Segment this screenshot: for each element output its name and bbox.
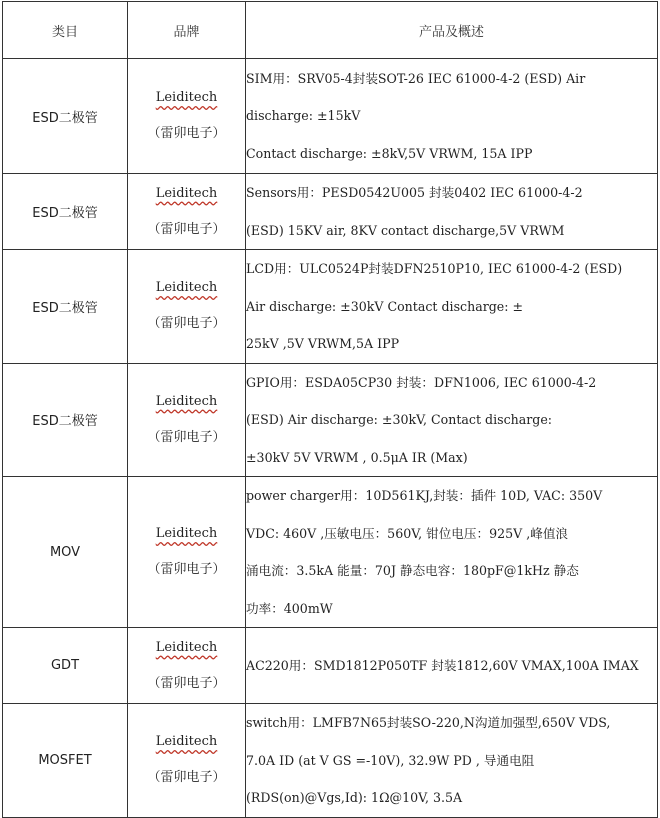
description-cell xyxy=(246,704,658,818)
product-table xyxy=(2,1,658,818)
desc-line: 7.0A ID (at V GS =-10V), 32.9W PD , 导通电阻 xyxy=(246,752,535,768)
desc-line: AC220用：SMD1812P050TF 封装1812,60V VMAX,100A IMAX xyxy=(246,657,639,673)
brand-cell xyxy=(128,363,246,477)
category-cell: ESD二极管 xyxy=(3,250,128,364)
table-row xyxy=(3,174,658,250)
brand-name: Leiditech xyxy=(155,639,218,655)
desc-line: Air discharge: ±30kV Contact discharge: ± xyxy=(246,298,524,314)
category-cell: ESD二极管 xyxy=(3,59,128,174)
category-cell: ESD二极管 xyxy=(3,174,128,250)
desc-line: 涌电流：3.5kA 能量：70J 静态电容：180pF@1kHz 静态 xyxy=(246,563,579,578)
brand-cell xyxy=(128,477,246,628)
category-cell: MOV xyxy=(3,477,128,628)
brand-name: Leiditech xyxy=(155,280,218,296)
table-row xyxy=(3,59,658,174)
brand-name: Leiditech xyxy=(155,393,218,409)
desc-line: SIM用：SRV05-4封装SOT-26 IEC 61000-4-2 (ESD) Air xyxy=(246,70,586,86)
brand-cell xyxy=(128,250,246,364)
header-description: 产品及概述 xyxy=(246,2,658,59)
brand-cn: （雷卯电子） xyxy=(147,562,226,577)
desc-line: (ESD) Air discharge: ±30kV, Contact discharge: xyxy=(246,412,553,427)
brand-cn: （雷卯电子） xyxy=(147,221,226,237)
brand-name: Leiditech xyxy=(155,734,218,750)
brand-cn: （雷卯电子） xyxy=(147,316,226,332)
desc-line: Contact discharge: ±8kV,5V VRWM, 15A IPP xyxy=(246,145,533,161)
table-row xyxy=(3,250,658,364)
desc-line: VDC: 460V ,压敏电压：560V, 钳位电压：925V ,峰值浪 xyxy=(246,525,569,541)
brand-name: Leiditech xyxy=(155,90,218,105)
brand-cn: （雷卯电子） xyxy=(147,770,226,786)
desc-line: Sensors用：PESD0542U005 封装0402 IEC 61000-4-2 xyxy=(246,185,583,200)
description-cell xyxy=(246,477,658,628)
brand-cell xyxy=(128,704,246,818)
brand-cn: （雷卯电子） xyxy=(147,429,226,445)
brand-cell xyxy=(128,628,246,704)
desc-line: LCD用：ULC0524P封装DFN2510P10, IEC 61000-4-2 (ESD) xyxy=(246,261,623,276)
header-category: 类目 xyxy=(3,2,128,59)
header-brand: 品牌 xyxy=(128,2,246,59)
brand-name: Leiditech xyxy=(155,526,218,541)
table-row xyxy=(3,363,658,477)
table-row xyxy=(3,477,658,628)
description-cell xyxy=(246,174,658,250)
desc-line: (ESD) 15KV air, 8KV contact discharge,5V VRWM xyxy=(246,222,565,238)
table-row xyxy=(3,628,658,704)
desc-line: power charger用：10D561KJ,封装：插件 10D, VAC: 350V xyxy=(246,488,603,503)
category-cell: ESD二极管 xyxy=(3,363,128,477)
brand-cell xyxy=(128,59,246,174)
table-row xyxy=(3,704,658,818)
description-cell xyxy=(246,628,658,704)
description-cell xyxy=(246,59,658,174)
desc-line: discharge: ±15kV xyxy=(246,108,361,124)
brand-cn: （雷卯电子） xyxy=(147,675,226,691)
desc-line: GPIO用：ESDA05CP30 封装：DFN1006, IEC 61000-4-2 xyxy=(246,374,597,390)
desc-line: (RDS(on)@Vgs,Id): 1Ω@10V, 3.5A xyxy=(246,790,463,805)
desc-line: 功率：400mW xyxy=(246,600,333,616)
brand-cell xyxy=(128,174,246,250)
category-cell: GDT xyxy=(3,628,128,704)
table-header-row xyxy=(3,2,658,59)
brand-name: Leiditech xyxy=(155,185,218,201)
category-cell: MOSFET xyxy=(3,704,128,818)
description-cell xyxy=(246,363,658,477)
desc-line: ±30kV 5V VRWM , 0.5μA IR (Max) xyxy=(246,449,468,465)
description-cell xyxy=(246,250,658,364)
desc-line: 25kV ,5V VRWM,5A IPP xyxy=(246,336,400,351)
desc-line: switch用：LMFB7N65封装SO-220,N沟道加强型,650V VDS, xyxy=(246,715,611,730)
brand-cn: （雷卯电子） xyxy=(147,126,226,141)
